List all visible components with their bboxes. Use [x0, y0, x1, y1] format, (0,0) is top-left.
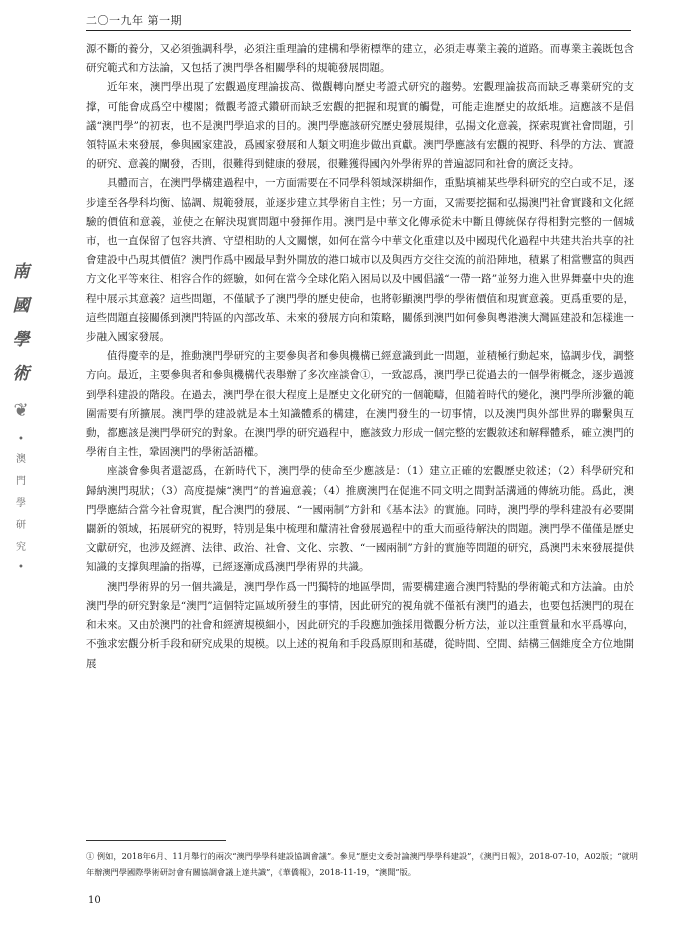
section-title-char: 研 — [16, 520, 26, 531]
footnote-rule — [86, 840, 226, 841]
paragraph: 值得慶幸的是，推動澳門學研究的主要參與者和參與機構已經意識到此一問題，並積極行動起來，協調步伐，調整方向。最近，主要參與者和參與機構代表舉辦了多次座談會①，一致認爲，澳門學已從過去的一個學術概念，逐步過渡到學科建設的階段。在過去，澳門學在很大程度上是歷史文化研究的一個範疇，但隨着時代的變化，澳門學所涉獵的範圍需要有所擴展。澳門學的建設就是本土知識體系的構建，在澳門發生的一切事情，以及澳門與外部世界的聯繫與互動，都應該是澳門學研究的對象。在澳門學的研究過程中，應該致力形成一個完整的宏觀敘述和解釋體系，確立澳門的學術自主性，鞏固澳門的學術話語權。 — [86, 350, 634, 459]
journal-title-char: 學 — [12, 330, 30, 350]
journal-sidebar — [8, 255, 34, 577]
running-header — [86, 10, 631, 31]
bullet-dot-icon: • — [18, 434, 24, 445]
paragraph: 具體而言，在澳門學構建過程中，一方面需要在不同學科領域深耕細作，重點填補某些學科研究的空白或不足，逐步達至各學科均衡、協調、規範發展，並逐步建立其學術自主性；另一方面，又需要挖掘和弘揚澳門社會實踐和文化經驗的價值和意義，並使之在解決現實問題中發揮作用。澳門是中華文化傳承從未中斷且傳統保存得相對完整的一個城市，也一直保留了包容共濟、守望相助的人文關懷，如何在當今中華文化重建以及中國現代化過程中共建共治共享的社會建設中凸現其價值？澳門作爲中國最早對外開放的港口城市以及與西方交往交流的前沿陣地，積累了相當豐富的與西方文化平等來往、相容合作的經驗，如何在當今全球化陷入困局以及中國倡議“一帶一路”並努力進入世界舞臺中央的進程中展示其意義？這些問題，不僅賦予了澳門學的歷史使命，也將彰顯澳門學的學術價值和現實意義。更爲重要的是，這些問題直接關係到澳門特區的內部改革、未來的發展方向和策略，關係到澳門如何參與粵港澳大灣區建設和怎樣進一步融入國家發展。 — [86, 177, 634, 344]
section-title-char: 究 — [16, 542, 26, 553]
journal-title-char: 國 — [12, 296, 30, 316]
paragraph: 近年來，澳門學出現了宏觀過度理論拔高、微觀轉向歷史考證式研究的趨勢。宏觀理論拔高而缺乏專業研究的支撑，可能會成爲空中樓閣；微觀考證式鑽研而缺乏宏觀的把握和現實的觸覺，可能走進歷史的故紙堆。這應該不是倡議“澳門學”的初衷，也不是澳門學追求的目的。澳門學應該研究歷史發展規律，弘揚文化意義，探索現實社會問題，引領特區未來發展，參與國家建設，爲國家發展和人類文明進步做出貢獻。澳門學應該有宏觀的視野、科學的方法、實證的研究、意義的闡發，否則，很難得到健康的發展，很難獲得國內外學術界的普遍認同和社會的廣泛支持。 — [86, 81, 634, 171]
main-text — [86, 40, 634, 674]
section-title-char: 澳 — [16, 454, 26, 465]
floral-ornament-icon: ❦ — [13, 400, 29, 421]
paragraph: 澳門學術界的另一個共識是，澳門學作爲一門獨特的地區學問，需要構建適合澳門特點的學術範式和方法論。由於澳門學的研究對象是“澳門”這個特定區域所發生的事情，因此研究的視角就不僅祇有澳門的過去，也要包括澳門的現在和未來。又由於澳門的社會和經濟規模細小，因此研究的手段應加強採用微觀分析方法，並以注重質量和水平爲導向，不強求宏觀分析手段和研究成果的規模。以上述的視角和手段爲原則和基礎，從時間、空間、結構三個維度全方位地開展 — [86, 580, 634, 670]
journal-title-char: 術 — [12, 364, 30, 384]
page-number: 10 — [88, 895, 101, 906]
paragraph: 座談會參與者還認爲，在新時代下，澳門學的使命至少應該是：（1）建立正確的宏觀歷史敘述；（2）科學研究和歸納澳門現狀；（3）高度提煉“澳門”的普遍意義；（4）推廣澳門在促進不同文明之間對話溝通的傳統功能。爲此，澳門學應結合當今社會現實，配合澳門的發展、“一國兩制”方針和《基本法》的實施。同時，澳門學的學科建設有必要開闢新的領域，拓展研究的視野，特別是集中梳理和釐清社會發展過程中的重大而亟待解決的問題。澳門學不僅僅是歷史文獻研究，也涉及經濟、法律、政治、社會、文化、宗教、“一國兩制”方針的實施等問題的研究，爲澳門未來發展提供知識的支撑與理論的指導，已經逐漸成爲澳門學術界的共識。 — [86, 465, 634, 574]
footnote: ① 例如，2018年6月、11月舉行的兩次“澳門學學科建設協調會議”。參見“歷史文委討論澳門學學科建設”，《澳門日報》，2018-07-10，A02版；“就明年辦澳門學國際學術研討會有關協調會議上達共識”，《華僑報》，2018-11-19，“澳聞”版。 — [86, 851, 638, 877]
paragraph: 源不斷的養分，又必須強調科學，必須注重理論的建構和學術標準的建立，必須走專業主義的道路。而專業主義既包含研究範式和方法論，又包括了澳門學各相關學科的規範發展問題。 — [86, 43, 634, 75]
running-head-text: 二〇一九年 第一期 — [86, 14, 182, 27]
bullet-dot-icon: • — [18, 562, 24, 573]
section-title-char: 門 — [16, 476, 26, 487]
journal-title-char: 南 — [12, 262, 30, 282]
section-title-char: 學 — [16, 498, 26, 509]
